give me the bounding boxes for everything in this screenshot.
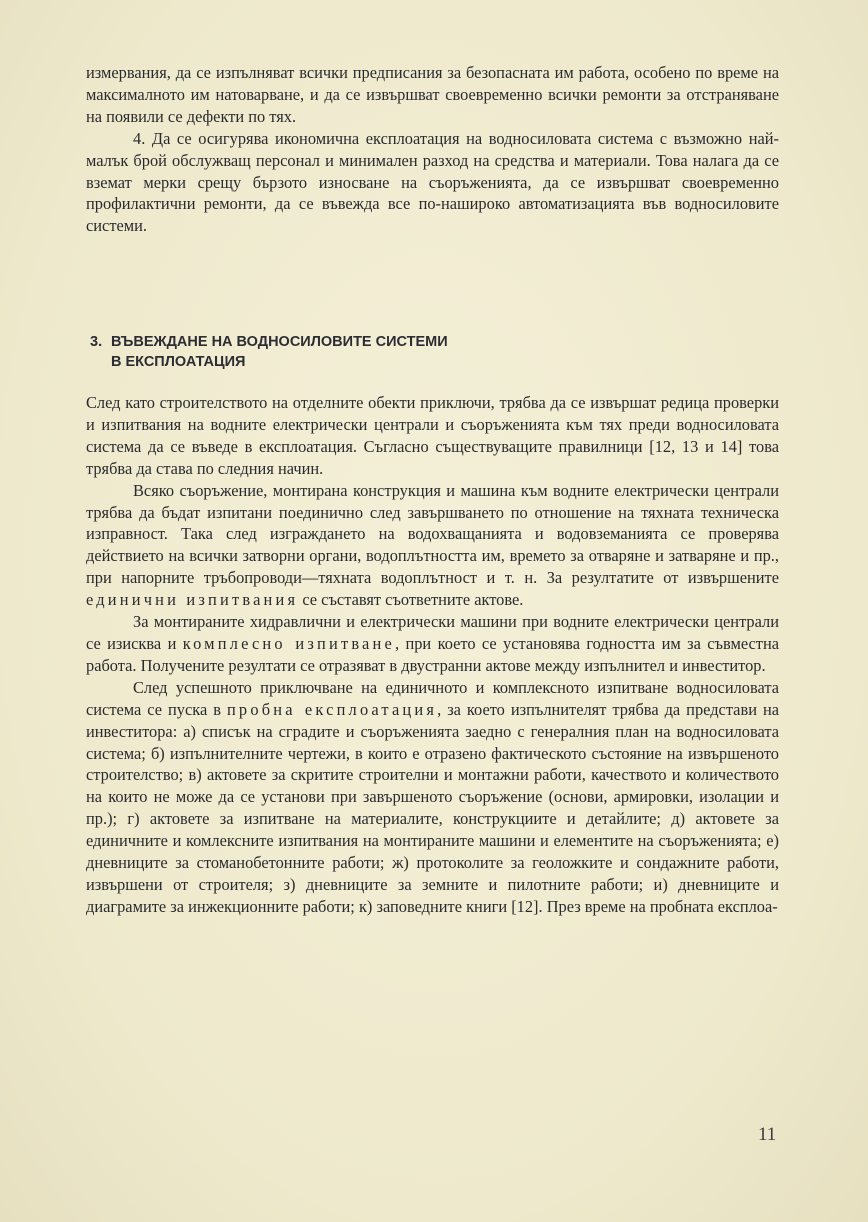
text-run: , за което изпълнителят трябва да представи на инвеститора: а) списък на сградите и съоръженията заедно с генералния план на водносиловата система; б) изпълнителните чертежи, в които е отразено фактическото състояние на извършеното строителство; в) актовете за скритите строителни и монтажни работи, качеството и количеството на които не може да се установи при завършеното съоръжение (основи, армировки, изолации и пр.); г) актовете за изпитване на материалите, конструкциите и детайлите; д) актовете за единичните и комлексните изпитвания на монтираните машини и елементите на съоръженията; е) дневниците за стоманобетонните работи; ж) протоколите за геоложките и сондажните работи, извършени от строителя; з) дневниците за земните и пилотните работи; и) дневниците и диаграмите за инжекционните работи; к) заповедните книги [12]. През време на пробната експлоа- xyxy=(86,699,779,916)
emphasis-single-tests: единични изпитвания xyxy=(86,590,299,610)
paragraph-single-tests xyxy=(86,480,779,611)
section-title-line2: В ЕКСПЛОАТАЦИЯ xyxy=(111,354,246,370)
paragraph-item-4: 4. Да се осигурява икономична експлоатация на водносиловата система с възможно най-малък брой обслужващ персонал и минимален разход на средства и материали. Това налага да се вземат мерки срещу бързото износване на съоръженията, да се извършват своевременно профилактични ремонти, да се въвежда все по-нашироко автоматизацията във водносиловите системи. xyxy=(86,128,779,236)
page-number: 11 xyxy=(758,1124,777,1145)
section-title-line1: ВЪВЕЖДАНЕ НА ВОДНОСИЛОВИТЕ СИСТЕМИ xyxy=(111,334,448,350)
paragraph-intro: След като строителството на отделните обекти приключи, трябва да се извършат редица проверки и изпитвания на водните електрически централи и съоръженията към тях преди водносиловата система да се въведе в експлоатация. Съгласно съществуващите правилници [12, 13 и 14] това трябва да става по следния начин. xyxy=(86,393,779,478)
text-run: , при което се установява годността им за съвместна работа. Получените резултати се отразяват в двустранни актове между изпълнител и инвеститор. xyxy=(86,633,779,675)
section-heading xyxy=(90,332,690,372)
text-run: се съставят съответните актове. xyxy=(298,590,524,610)
top-text-block xyxy=(86,62,779,237)
section-body xyxy=(86,392,779,918)
text-run: Всяко съоръжение, монтирана конструкция и машина към водните електрически централи трябва да бъдат изпитани поединично след завършването по отношение на тяхната техническа изправност. Така след изграждането на водохващанията и водовземанията се проверява действието на всички затворни органи, водоплътността им, времето за отваряне и затваряне и пр., при напорните тръбопроводи—тяхната водоплътност и т. н. За резултатите от извършените xyxy=(86,480,779,588)
text-run: След успешното приключване на единичното и комплексното изпитване водносиловата система се пуска в xyxy=(86,677,779,719)
paragraph-complex-test xyxy=(86,611,779,677)
emphasis-trial-operation: пробна експлоатация xyxy=(226,699,438,719)
paragraph-trial-operation xyxy=(86,677,779,918)
paragraph-continuation: измервания, да се изпълняват всички предписания за безопасната им работа, особено по време на максималното им натоварване, и да се извършват своевременно всички ремонти за отстраняване на появили се дефекти по тях. xyxy=(86,63,779,126)
emphasis-complex-test: комплесно изпитване xyxy=(182,633,395,653)
section-number: 3. xyxy=(90,334,103,350)
text-run: За монтираните хидравлични и електрически машини при водните електрически централи се изисква и xyxy=(86,612,779,653)
